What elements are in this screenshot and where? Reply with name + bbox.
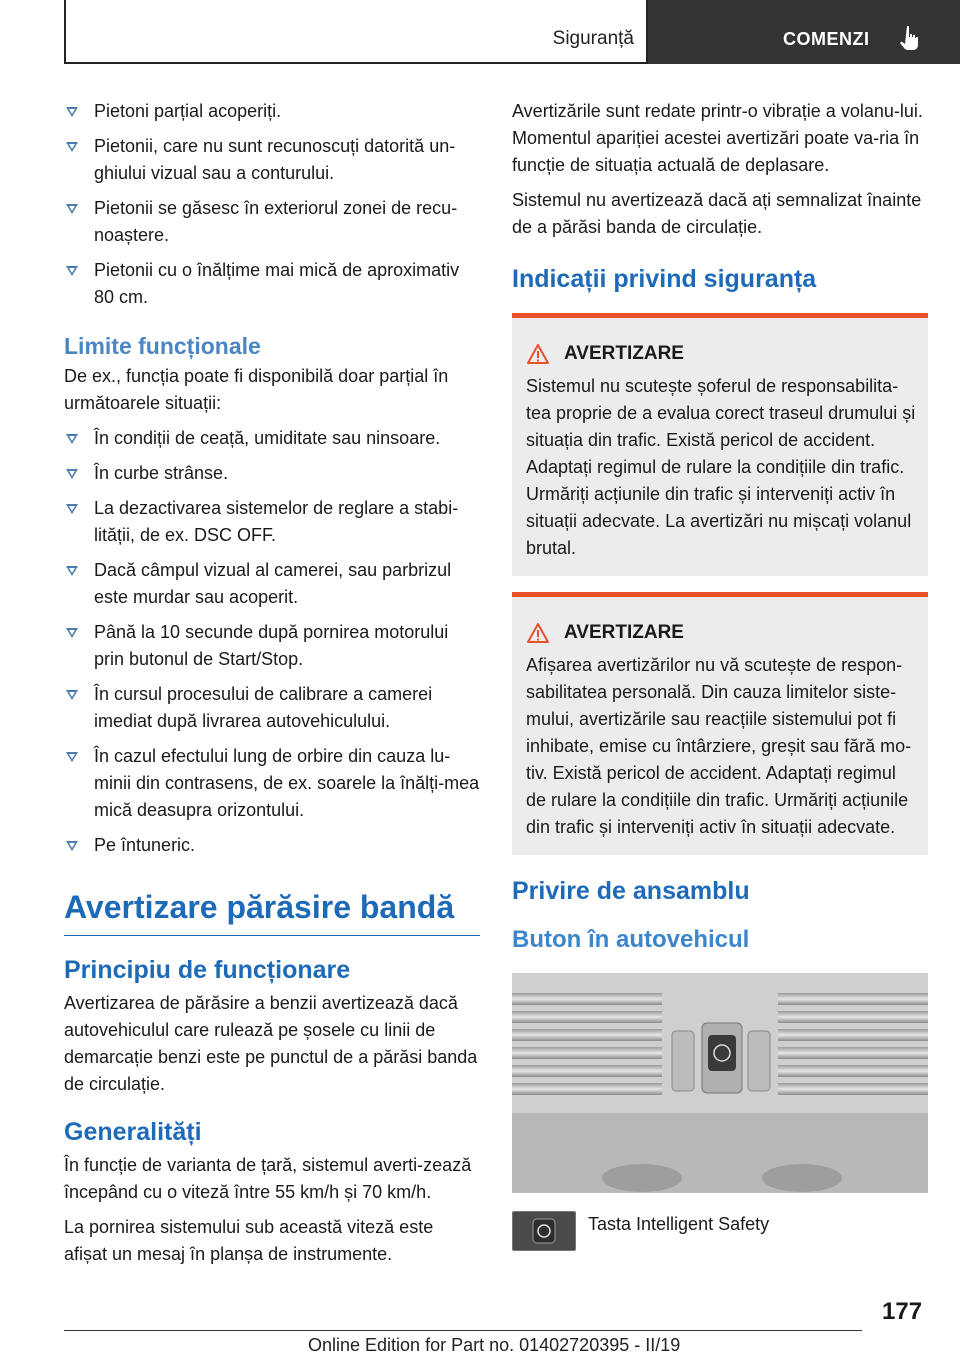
warning-text-1: Sistemul nu scutește șoferul de responsabilita-tea proprie de a evalua corect traseul drumului și situația din trafic. Există pericol de accident. Adaptați regimul de rulare la condițiile din trafic. Urmăriți acțiunile din trafic și interveniți activ în situații adecvate. La avertizări nu mișcați volanul brutal. bbox=[526, 376, 916, 558]
triangle-bullet-icon bbox=[66, 566, 78, 576]
footer-edition: Online Edition for Part no. 01402720395 - II/19 bbox=[308, 1335, 681, 1355]
list-item: În cursul procesului de calibrare a camerei imediat după livrarea autovehiculului. bbox=[64, 681, 480, 735]
list-item: Dacă câmpul vizual al camerei, sau parbrizul este murdar sau acoperit. bbox=[64, 557, 480, 611]
triangle-bullet-icon bbox=[66, 107, 78, 117]
intro-text-1: Avertizările sunt redate printr-o vibrație a volanu-lui. Momentul apariției acestei avertizări poate va-ria în funcție de situația actuală de deplasare. bbox=[512, 101, 923, 175]
triangle-bullet-icon bbox=[66, 752, 78, 762]
warning-title-1: AVERTIZARE bbox=[520, 340, 920, 367]
principle-text: Avertizarea de părăsire a benzii avertizează dacă autovehiculul care rulează pe șosele cu linii de demarcație benzi este pe punctul de a părăsi banda de circulație. bbox=[64, 993, 478, 1094]
right-column bbox=[512, 98, 928, 1251]
triangle-bullet-icon bbox=[66, 690, 78, 700]
button-heading: Buton în autovehicul bbox=[512, 926, 750, 953]
principle-heading: Principiu de funcționare bbox=[64, 956, 351, 984]
list-item: Pietonii se găsesc în exteriorul zonei de recu-noaștere. bbox=[64, 195, 480, 249]
list-item: În cazul efectului lung de orbire din cauza lu-minii din contrasens, de ex. soarele la înălți-mea mică deasupra orizontului. bbox=[64, 743, 480, 824]
left-column bbox=[64, 98, 480, 1276]
hand-pointer-icon bbox=[898, 24, 922, 52]
list-item: Până la 10 secunde după pornirea motorului prin butonul de Start/Stop. bbox=[64, 619, 480, 673]
list-item: Pietonii, care nu sunt recunoscuți datorită un-ghiului vizual sau a conturului. bbox=[64, 133, 480, 187]
safety-heading: Indicații privind siguranța bbox=[512, 265, 817, 293]
warning-triangle-icon bbox=[526, 622, 550, 644]
warning-title-2: AVERTIZARE bbox=[520, 619, 920, 646]
triangle-bullet-icon bbox=[66, 504, 78, 514]
list-item: În curbe strânse. bbox=[64, 460, 480, 487]
caption-text: Tasta Intelligent Safety bbox=[588, 1214, 770, 1234]
intelligent-safety-button-icon bbox=[512, 1211, 576, 1251]
header-section-box bbox=[64, 0, 648, 64]
triangle-bullet-icon bbox=[66, 628, 78, 638]
functional-limits-list bbox=[64, 425, 480, 859]
list-item: Pietoni parțial acoperiți. bbox=[64, 98, 480, 125]
header-chapter-tab bbox=[648, 0, 960, 64]
triangle-bullet-icon bbox=[66, 841, 78, 851]
section-title: Siguranță bbox=[552, 28, 634, 49]
intro-text-2: Sistemul nu avertizează dacă ați semnalizat înainte de a părăsi banda de circulație. bbox=[512, 190, 922, 237]
overview-heading: Privire de ansamblu bbox=[512, 877, 750, 905]
general-text-1: În funcție de varianta de țară, sistemul averti-zează începând cu o viteză între 55 km/h și 70 km/h. bbox=[64, 1155, 472, 1202]
pedestrian-limits-list bbox=[64, 98, 480, 311]
warning-triangle-icon bbox=[526, 343, 550, 365]
limits-heading: Limite funcționale bbox=[64, 333, 261, 359]
triangle-bullet-icon bbox=[66, 469, 78, 479]
list-item: La dezactivarea sistemelor de reglare a stabi-lității, de ex. DSC OFF. bbox=[64, 495, 480, 549]
warning-box-2 bbox=[512, 592, 928, 855]
triangle-bullet-icon bbox=[66, 266, 78, 276]
list-item: În condiții de ceață, umiditate sau ninsoare. bbox=[64, 425, 480, 452]
triangle-bullet-icon bbox=[66, 142, 78, 152]
warning-box-1 bbox=[512, 313, 928, 576]
dashboard-illustration bbox=[512, 973, 928, 1193]
page-number: 177 bbox=[882, 1298, 923, 1325]
caption-row bbox=[512, 1211, 928, 1251]
general-text-2: La pornirea sistemului sub această viteză este afișat un mesaj în planșa de instrumente. bbox=[64, 1217, 434, 1264]
chapter-title: COMENZI bbox=[783, 29, 870, 49]
main-heading: Avertizare părăsire bandă bbox=[64, 887, 480, 936]
dashboard-button-photo bbox=[512, 973, 928, 1193]
general-heading: Generalități bbox=[64, 1118, 202, 1146]
list-item: Pe întuneric. bbox=[64, 832, 480, 859]
footer-divider bbox=[64, 1330, 862, 1331]
warning-text-2: Afișarea avertizărilor nu vă scutește de respon-sabilitatea personală. Din cauza limitelor siste-mului, avertizările sau reacțiile sistemului pot fi inhibate, emise cu întârziere, greșit sau fără mo-tiv. Există pericol de accident. Adaptați regimul de rulare la condițiile din trafic. Urmăriți acțiunile din trafic și interveniți activ în situații adecvate. bbox=[526, 655, 912, 837]
list-item: Pietonii cu o înălțime mai mică de aproximativ 80 cm. bbox=[64, 257, 480, 311]
limits-intro: De ex., funcția poate fi disponibilă doar parțial în următoarele situații: bbox=[64, 366, 449, 413]
triangle-bullet-icon bbox=[66, 434, 78, 444]
triangle-bullet-icon bbox=[66, 204, 78, 214]
